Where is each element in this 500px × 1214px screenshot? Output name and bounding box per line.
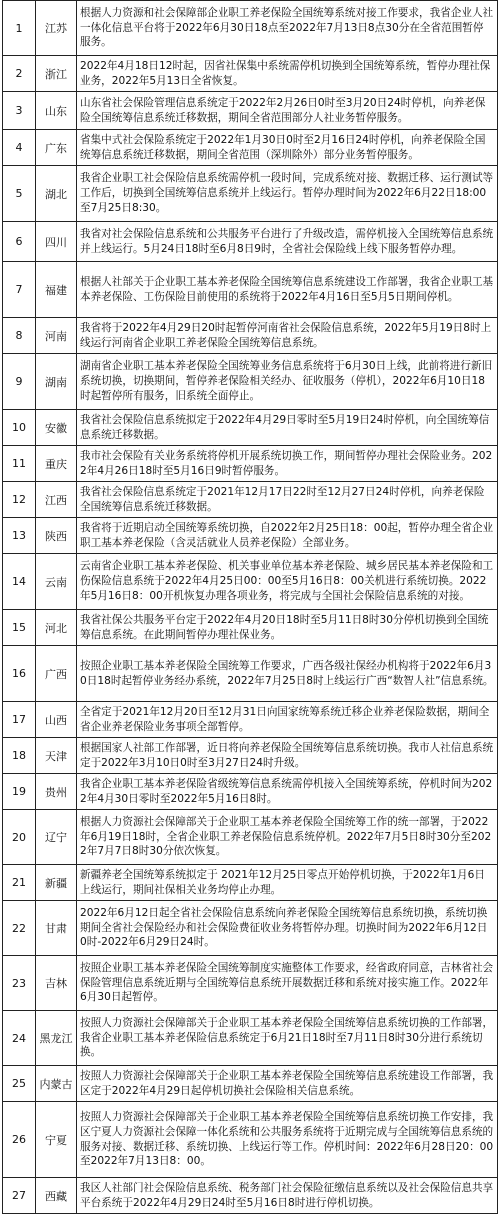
notice-text: 我省将于2022年4月29日20时起暂停河南省社会保险信息系统，2022年5月19日8时上线运行河南省企业职工养老保险全国统筹信息系统。 [77,318,498,354]
row-number: 21 [3,865,36,901]
notice-text: 省集中式社会保险系统定于2022年1月30日0时至2月16日24时停机，向养老保险全国统筹信息系统迁移数据，期间全省范围（深圳除外）部分业务暂停服务。 [77,130,498,166]
notice-text: 按照人力资源社会保障部关于企业职工基本养老保险全国统筹信息系统切换的工作部署，我省企业职工基本养老保险信息系统定于6月21日18时至7月11日8时30分进行系统切换。 [77,1011,498,1066]
table-row [3,318,498,354]
province-name: 吉林 [36,956,77,1011]
table-row [3,901,498,956]
row-number: 4 [3,130,36,166]
notice-text: 我区人社部门社会保险信息系统、税务部门社会保险征缴信息系统以及社会保险信息共享平台系统于2022年4月29日24时至5月16日8时进行停机切换。 [77,1178,498,1214]
province-name: 湖南 [36,354,77,410]
table-row [3,646,498,702]
province-name: 天津 [36,738,77,774]
notice-text: 按照企业职工基本养老保险全国统筹制度实施整体工作要求，经省政府同意，吉林省社会保险管理信息系统近期与全国统筹信息系统开展数据迁移和系统对接实施工作。2022年6月30日起暂停。 [77,956,498,1011]
province-name: 湖北 [36,166,77,222]
notice-text: 2022年4月18日12时起，因省社保集中系统需停机切换到全国统筹系统，暂停办理社保业务，2022年5月13日全省恢复。 [77,56,498,92]
province-name: 陕西 [36,518,77,554]
table-row [3,130,498,166]
row-number: 23 [3,956,36,1011]
notice-text: 按照企业职工基本养老保险全国统筹工作要求，广西各级社保经办机构将于2022年6月30日18时起暂停业务经办系统，2022年7月25日8时上线运行广西“数智人社”信息系统。 [77,646,498,702]
province-name: 云南 [36,554,77,610]
table-row [3,956,498,1011]
province-name: 浙江 [36,56,77,92]
notice-text: 我市社会保险有关业务系统将停机开展系统切换工作，期间暂停办理社会保险业务。2022年4月26日18时至5月16日9时暂停服务。 [77,446,498,482]
row-number: 11 [3,446,36,482]
table-row [3,1011,498,1066]
province-name: 河南 [36,318,77,354]
province-name: 安徽 [36,410,77,446]
notice-text: 按照人力资源社会保障部关于企业职工基本养老保险全国统筹信息系统切换工作安排，我区宁夏人力资源社会保障一体化系统和公共服务系统将于近期完成与全国统筹信息系统的服务对接、数据迁移、系统切换、上线运行等工作。停机时间：2022年6月28日20：00至2022年7月13日8：00。 [77,1102,498,1178]
province-name: 河北 [36,610,77,646]
row-number: 15 [3,610,36,646]
notice-text: 根据人力资源和社会保障部企业职工养老保险全国统筹系统对接工作要求，我省企业人社一体化信息平台将于2022年6月30日18点至2022年7月13日8点30分在全省范围暂停服务。 [77,1,498,56]
province-name: 辽宁 [36,810,77,865]
row-number: 13 [3,518,36,554]
row-number: 25 [3,1066,36,1102]
province-schedule-table [2,0,498,1214]
notice-text: 根据人力资源社会保障部关于企业职工基本养老保险全国统筹工作的统一部署，于2022年6月19日18时，全省企业职工养老保险信息系统停机。2022年7月5日8时30分至2022年7月7日8时30分依次恢复。 [77,810,498,865]
province-name: 山西 [36,702,77,738]
notice-text: 根据国家人社部工作部署，近日将向养老保险全国统筹信息系统切换。我市人社信息系统定于2022年3月10日0时至3月27日24时升级。 [77,738,498,774]
notice-text: 2022年6月12日起全省社会保险信息系统向养老保险全国统筹信息系统切换，系统切换期间全省社会保险经办和社会保险费征收业务将暂停办理。切换时间为2022年6月12日0时-2022年6月29日24时。 [77,901,498,956]
table-row [3,1102,498,1178]
province-name: 广西 [36,646,77,702]
province-name: 甘肃 [36,901,77,956]
row-number: 7 [3,262,36,318]
row-number: 16 [3,646,36,702]
notice-text: 山东省社会保险管理信息系统定于2022年2月26日0时至3月20日24时停机，向养老保险全国统筹信息系统迁移数据，期间全省范围部分人社业务暂停服务。 [77,92,498,130]
row-number: 2 [3,56,36,92]
notice-text: 我省对社会保险信息系统和公共服务平台进行了升级改造，需停机接入全国统筹信息系统并上线运行。5月24日18时至6月8日9时，全省社会保险线上线下服务暂停办理。 [77,222,498,262]
table-row [3,56,498,92]
notice-text: 湖南省企业职工基本养老保险全国统筹业务信息系统将于6月30日上线，此前将进行新旧系统切换，切换期间，暂停养老保险相关经办、征收服务（停机），2022年6月10日18时起暂停所有服务，旧系统全面停止。 [77,354,498,410]
province-name: 福建 [36,262,77,318]
notice-text: 我省社会保险信息系统定于2021年12月17日22时至12月27日24时停机，向养老保险全国统筹信息系统迁移数据。 [77,482,498,518]
table-row [3,610,498,646]
table-row [3,410,498,446]
row-number: 6 [3,222,36,262]
province-name: 江苏 [36,1,77,56]
notice-text: 我省社保公共服务平台定于2022年4月20日18时至5月11日8时30分停机切换到全国统筹信息系统。在此期间暂停办理社保业务。 [77,610,498,646]
table-row [3,166,498,222]
table-row [3,92,498,130]
table-row [3,810,498,865]
row-number: 18 [3,738,36,774]
table-row [3,738,498,774]
province-name: 四川 [36,222,77,262]
table-row [3,554,498,610]
row-number: 8 [3,318,36,354]
table-row [3,222,498,262]
notice-text: 我省企业职工社会保险信息系统需停机一段时间，完成系统对接、数据迁移、运行测试等工作后，切换到全国统筹信息系统并上线运行。暂停办理时间为2022年6月22日18:00至7月25日8:30。 [77,166,498,222]
row-number: 5 [3,166,36,222]
province-name: 重庆 [36,446,77,482]
province-name: 黑龙江 [36,1011,77,1066]
row-number: 12 [3,482,36,518]
row-number: 19 [3,774,36,810]
province-name: 贵州 [36,774,77,810]
notice-text: 根据人社部关于企业职工基本养老保险全国统筹信息系统建设工作部署，我省企业职工基本养老保险、工伤保险目前使用的系统将于2022年4月16日至5月5日期间停机。 [77,262,498,318]
row-number: 17 [3,702,36,738]
notice-text: 新疆养老全国统筹系统拟定于 2021年12月25日零点开始停机切换，于2022年1月6日上线运行，期间社保相关业务均停止办理。 [77,865,498,901]
table-row [3,482,498,518]
row-number: 3 [3,92,36,130]
table-row [3,354,498,410]
table-row [3,865,498,901]
table-body [3,1,498,1214]
province-name: 宁夏 [36,1102,77,1178]
notice-text: 我省企业职工基本养老保险省级统筹信息系统需停机接入全国统筹系统，停机时间为2022年4月30日零时至2022年5月16日8时。 [77,774,498,810]
table-row [3,1,498,56]
province-name: 山东 [36,92,77,130]
province-name: 江西 [36,482,77,518]
table-row [3,1178,498,1214]
province-name: 内蒙古 [36,1066,77,1102]
notice-text: 按照人力资源社会保障部关于企业职工基本养老保险全国统筹信息系统建设工作部署，我区定于2022年4月29日起停机切换社会保险相关信息系统。 [77,1066,498,1102]
row-number: 22 [3,901,36,956]
province-name: 西藏 [36,1178,77,1214]
notice-text: 全省定于2021年12月20日至12月31日向国家统筹系统迁移企业养老保险数据，期间全省企业养老保险业务事项全部暂停。 [77,702,498,738]
row-number: 20 [3,810,36,865]
notice-text: 云南省企业职工基本养老保险、机关事业单位基本养老保险、城乡居民基本养老保险和工伤保险信息系统于2022年4月25日00：00至5月16日8：00关机进行系统切换。2022年5月16日8：00开机恢复办理各项业务，将完成与全国社会保险信息系统的对接。 [77,554,498,610]
notice-text: 我省社会保险信息系统拟定于2022年4月29日零时至5月19日24时停机，向全国统筹信息系统迁移数据。 [77,410,498,446]
province-name: 广东 [36,130,77,166]
row-number: 26 [3,1102,36,1178]
table-row [3,702,498,738]
table-row [3,774,498,810]
table-row [3,446,498,482]
table-row [3,1066,498,1102]
notice-text: 我省将于近期启动全国统筹系统切换，自2022年2月25日18：00起，暂停办理全省企业职工基本养老保险（含灵活就业人员养老保险）全部业务。 [77,518,498,554]
row-number: 9 [3,354,36,410]
row-number: 10 [3,410,36,446]
province-name: 新疆 [36,865,77,901]
row-number: 27 [3,1178,36,1214]
row-number: 24 [3,1011,36,1066]
table-row [3,262,498,318]
row-number: 14 [3,554,36,610]
table-row [3,518,498,554]
row-number: 1 [3,1,36,56]
